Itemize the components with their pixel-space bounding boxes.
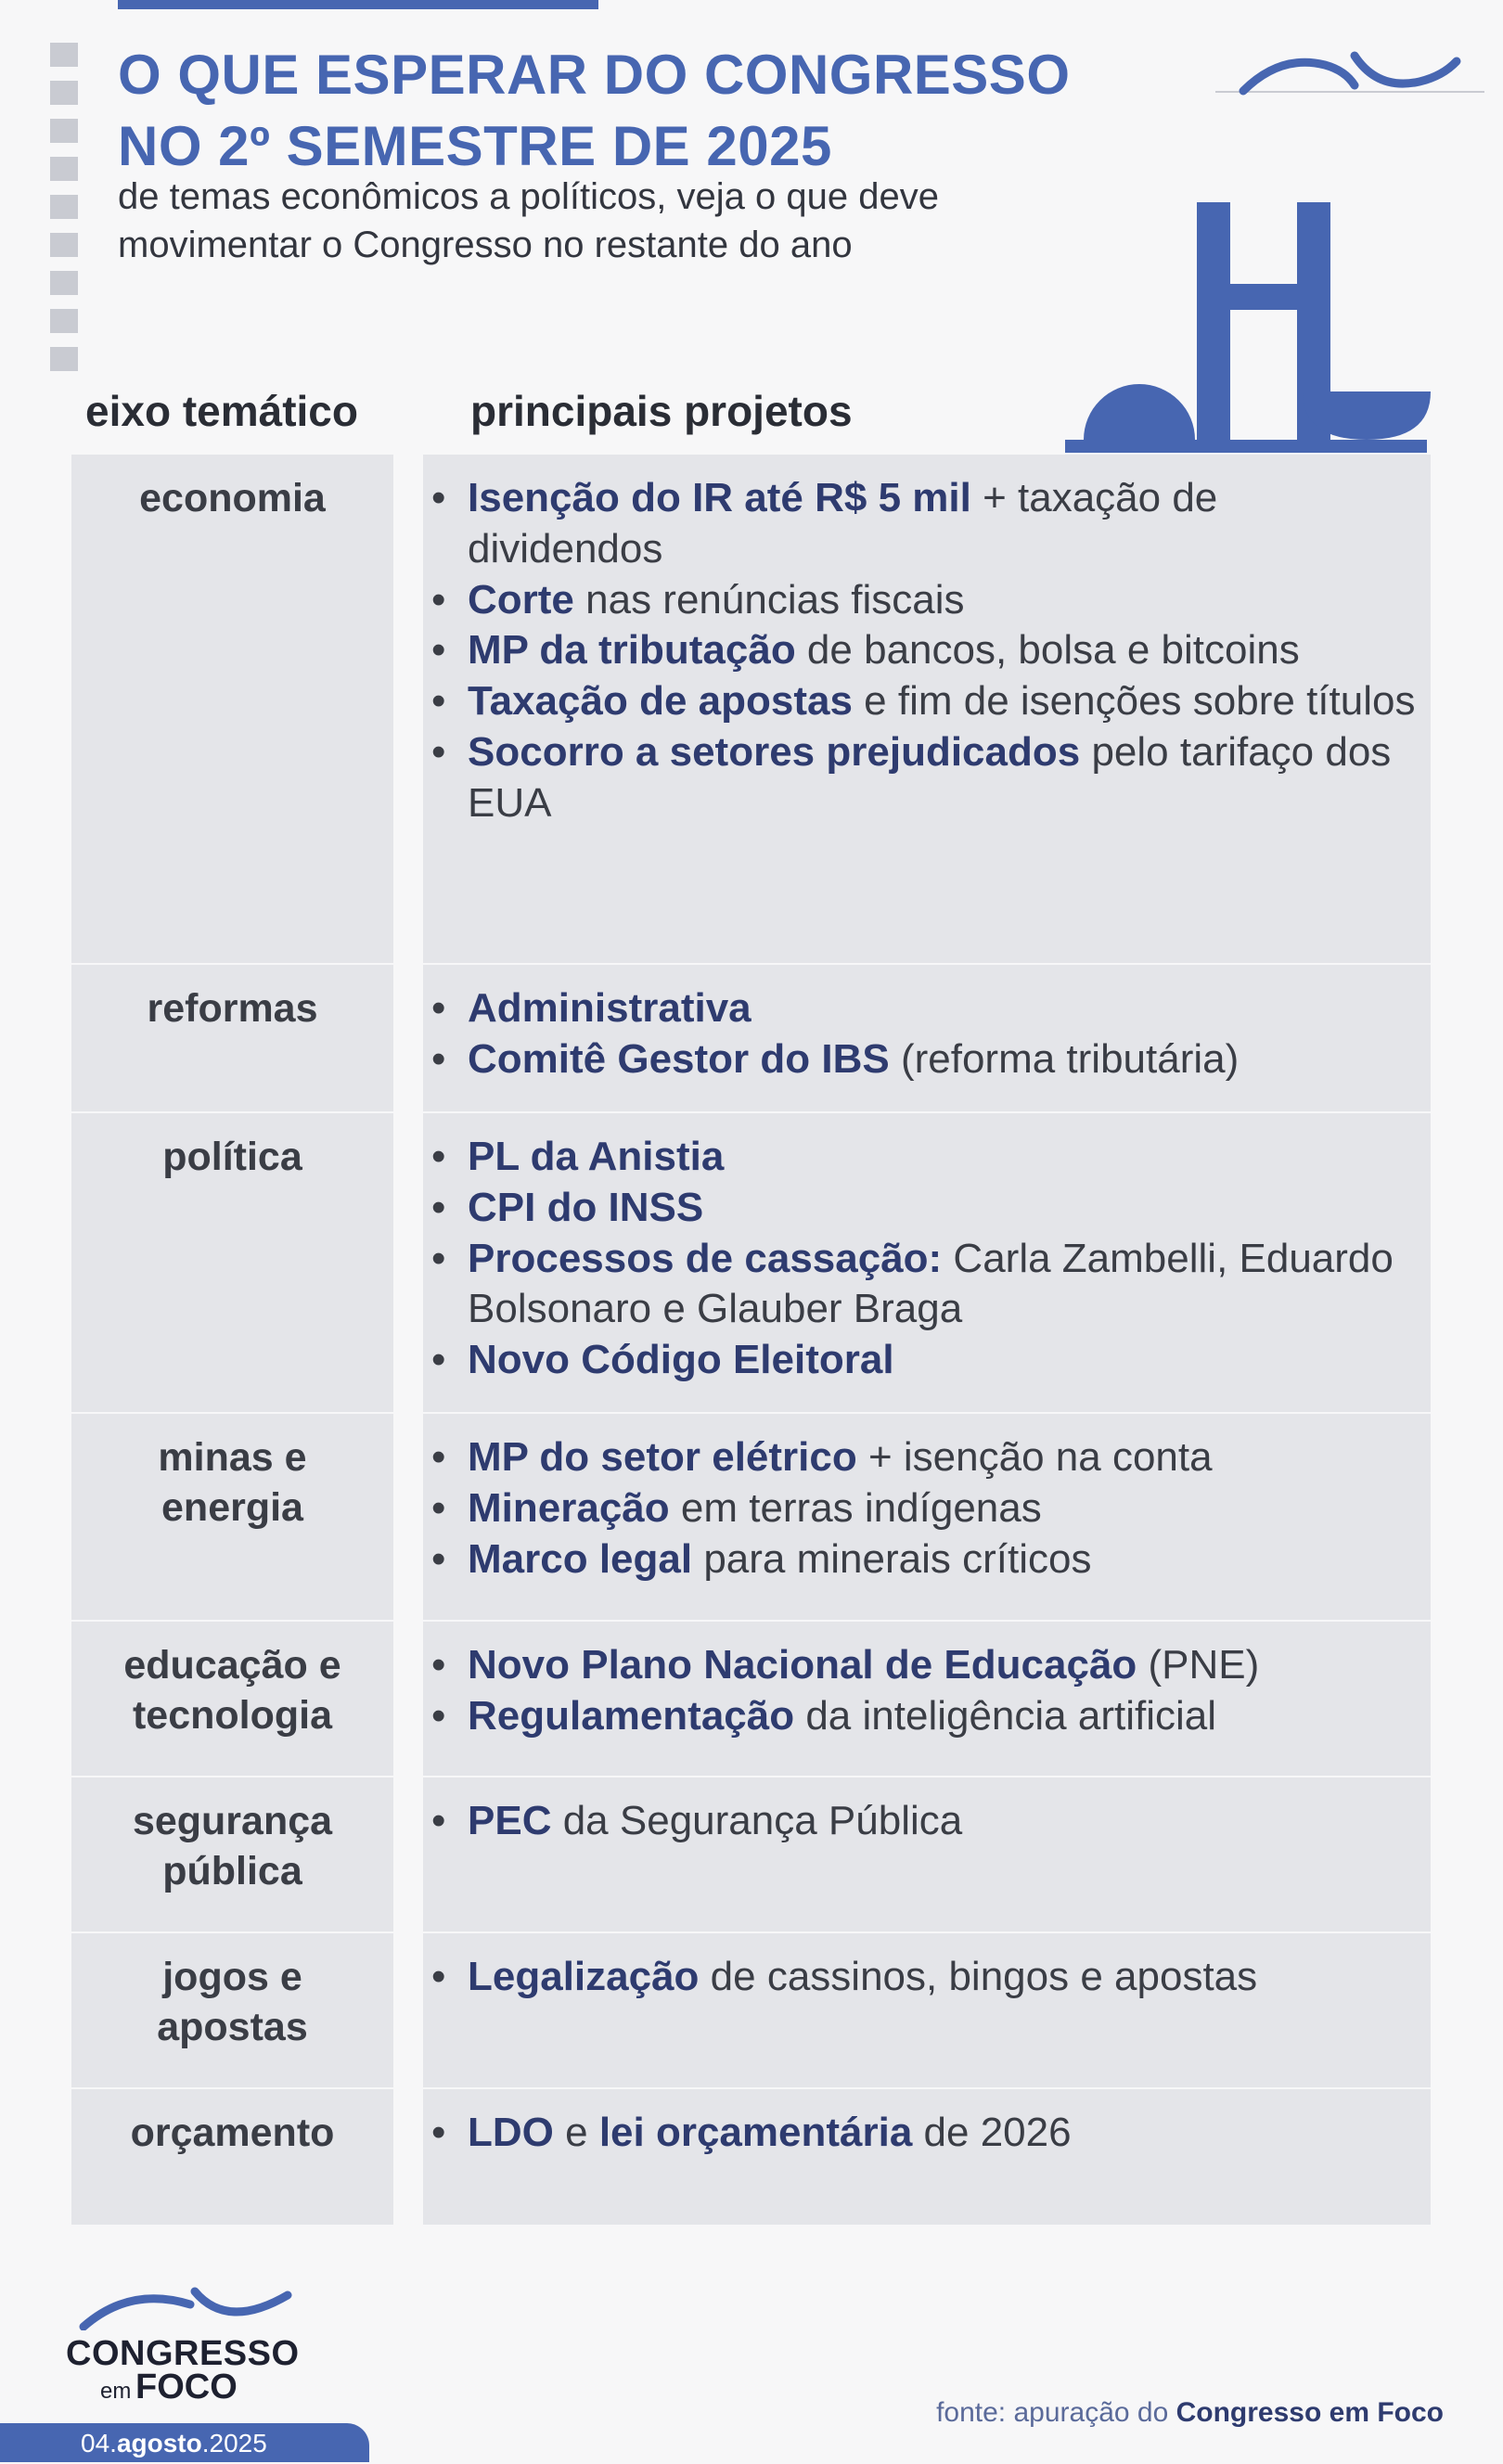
column-header-projects: principais projetos	[470, 387, 853, 435]
project-item	[468, 1691, 1423, 1742]
project-item	[468, 676, 1423, 727]
project-item	[468, 1483, 1423, 1534]
axis-cell	[71, 1414, 393, 1620]
axis-label-line: política	[162, 1135, 302, 1179]
axis-cell	[71, 1622, 393, 1776]
project-item	[468, 575, 1423, 626]
axis-label-line: jogos e	[162, 1955, 302, 1999]
project-highlight: Isenção do IR até R$ 5 mil	[468, 475, 971, 520]
axis-cell	[71, 455, 393, 963]
table-row	[71, 455, 1431, 963]
project-detail: + taxação de dividendos	[468, 475, 1218, 571]
axis-label	[71, 983, 393, 1033]
date-year: .2025	[201, 2429, 267, 2458]
top-accent-bar	[118, 0, 598, 9]
project-highlight: PEC	[468, 1798, 552, 1843]
project-detail: e fim de isenções sobre títulos	[852, 678, 1416, 725]
table-row	[71, 2089, 1431, 2225]
subtitle-line-2: movimentar o Congresso no restante do ano	[118, 225, 853, 265]
project-detail: Carla Zambelli, Eduardo Bolsonaro e Glauber Braga	[468, 1235, 1394, 1332]
table-row	[71, 965, 1431, 1111]
project-item	[468, 625, 1423, 676]
project-highlight: Taxação de apostas	[468, 678, 853, 725]
project-detail: e	[553, 2110, 599, 2155]
page-subtitle	[118, 173, 1046, 269]
axis-cell	[71, 2089, 393, 2225]
source-prefix: fonte: apuração do	[936, 2397, 1176, 2428]
project-highlight: PL da Anistia	[468, 1134, 725, 1179]
axis-cell	[71, 1933, 393, 2087]
project-list	[468, 1432, 1423, 1585]
project-item	[468, 2108, 1423, 2159]
source-bold: Congresso em Foco	[1175, 2397, 1444, 2428]
project-highlight: Administrativa	[468, 985, 752, 1031]
project-item	[468, 727, 1423, 829]
title-line-1: O QUE ESPERAR DO CONGRESSO	[118, 44, 1071, 106]
congress-building-icon	[1065, 202, 1436, 458]
axis-label-line: reformas	[147, 986, 318, 1031]
project-highlight: Marco legal	[468, 1535, 693, 1582]
axis-label	[71, 473, 393, 523]
project-detail: da inteligência artificial	[794, 1692, 1217, 1739]
brand-logo-icon	[65, 2284, 315, 2330]
decorative-dashes	[50, 43, 78, 385]
project-list	[468, 1952, 1423, 2003]
project-highlight: Novo Plano Nacional de Educação	[468, 1642, 1137, 1688]
axis-label	[71, 1432, 393, 1533]
project-highlight: CPI do INSS	[468, 1184, 704, 1230]
axis-cell	[71, 1113, 393, 1412]
axis-label-line: pública	[162, 1849, 302, 1893]
project-item	[468, 1952, 1423, 2003]
axis-cell	[71, 1777, 393, 1931]
table-row	[71, 1414, 1431, 1620]
table-row	[71, 1113, 1431, 1412]
project-highlight: Socorro a setores prejudicados	[468, 728, 1081, 775]
project-item	[468, 1432, 1423, 1483]
axis-label-line: orçamento	[130, 2111, 335, 2155]
project-highlight: Novo Código Eleitoral	[468, 1337, 894, 1383]
title-line-2: NO 2º SEMESTRE DE 2025	[118, 115, 832, 177]
axis-label-line: educação e	[123, 1643, 341, 1688]
project-highlight: Legalização	[468, 1954, 700, 1999]
axis-label	[71, 2108, 393, 2158]
project-detail: de 2026	[912, 2110, 1072, 2155]
project-item	[468, 1534, 1423, 1585]
project-highlight: LDO	[468, 2110, 554, 2155]
axis-label	[71, 1132, 393, 1182]
project-highlight: MP do setor elétrico	[468, 1434, 857, 1480]
project-highlight: MP da tributação	[468, 627, 796, 674]
project-detail: (reforma tributária)	[889, 1035, 1240, 1082]
subtitle-line-1: de temas econômicos a políticos, veja o que deve	[118, 176, 939, 217]
brand-foco: FOCO	[135, 2368, 238, 2406]
project-item	[468, 1034, 1423, 1085]
project-list	[468, 983, 1423, 1085]
project-detail: nas renúncias fiscais	[573, 576, 965, 622]
date-day: 04.	[81, 2429, 117, 2458]
column-header-axis: eixo temático	[85, 387, 358, 435]
project-list	[468, 1796, 1423, 1847]
project-item	[468, 1640, 1423, 1691]
axis-label-line: minas e	[158, 1435, 307, 1480]
project-list	[468, 2108, 1423, 2159]
brand-em: em	[100, 2379, 132, 2404]
project-highlight: Processos de cassação:	[468, 1235, 943, 1281]
project-item	[468, 1183, 1423, 1234]
axis-label	[71, 1640, 393, 1740]
project-highlight: lei orçamentária	[598, 2110, 913, 2155]
axis-cell	[71, 965, 393, 1111]
project-item	[468, 1335, 1423, 1386]
project-item	[468, 1132, 1423, 1183]
project-detail: (PNE)	[1137, 1642, 1260, 1688]
project-highlight: Corte	[468, 576, 574, 622]
project-list	[468, 1132, 1423, 1386]
page-title	[118, 39, 1071, 182]
project-item	[468, 1234, 1423, 1336]
project-highlight: Mineração	[468, 1484, 670, 1531]
axis-label	[71, 1952, 393, 2052]
project-item	[468, 1796, 1423, 1847]
axis-label	[71, 1796, 393, 1896]
axis-label-line: energia	[161, 1485, 303, 1530]
project-list	[468, 1640, 1423, 1742]
project-detail: de bancos, bolsa e bitcoins	[795, 627, 1300, 674]
congresso-logo-icon	[1215, 45, 1484, 96]
source-credit	[936, 2397, 1444, 2429]
axis-label-line: apostas	[157, 2005, 308, 2049]
table-row	[71, 1622, 1431, 1776]
project-detail: para minerais críticos	[692, 1535, 1092, 1582]
table-row	[71, 1777, 1431, 1931]
project-list	[468, 473, 1423, 829]
date-month: agosto	[116, 2429, 202, 2458]
project-detail: pelo tarifaço dos EUA	[468, 728, 1392, 826]
project-detail: da Segurança Pública	[551, 1798, 963, 1843]
axis-label-line: tecnologia	[132, 1693, 333, 1738]
brand-name: CONGRESSO	[66, 2334, 300, 2373]
project-highlight: Comitê Gestor do IBS	[468, 1035, 890, 1082]
table-row	[71, 1933, 1431, 2087]
project-detail: + isenção na conta	[856, 1434, 1213, 1480]
project-item	[468, 983, 1423, 1034]
date-badge	[0, 2423, 369, 2462]
project-detail: em terras indígenas	[669, 1484, 1042, 1531]
project-item	[468, 473, 1423, 575]
project-highlight: Regulamentação	[468, 1692, 795, 1739]
axis-label-line: segurança	[132, 1799, 333, 1843]
axis-label-line: economia	[139, 476, 326, 520]
project-detail: de cassinos, bingos e apostas	[699, 1954, 1258, 1999]
